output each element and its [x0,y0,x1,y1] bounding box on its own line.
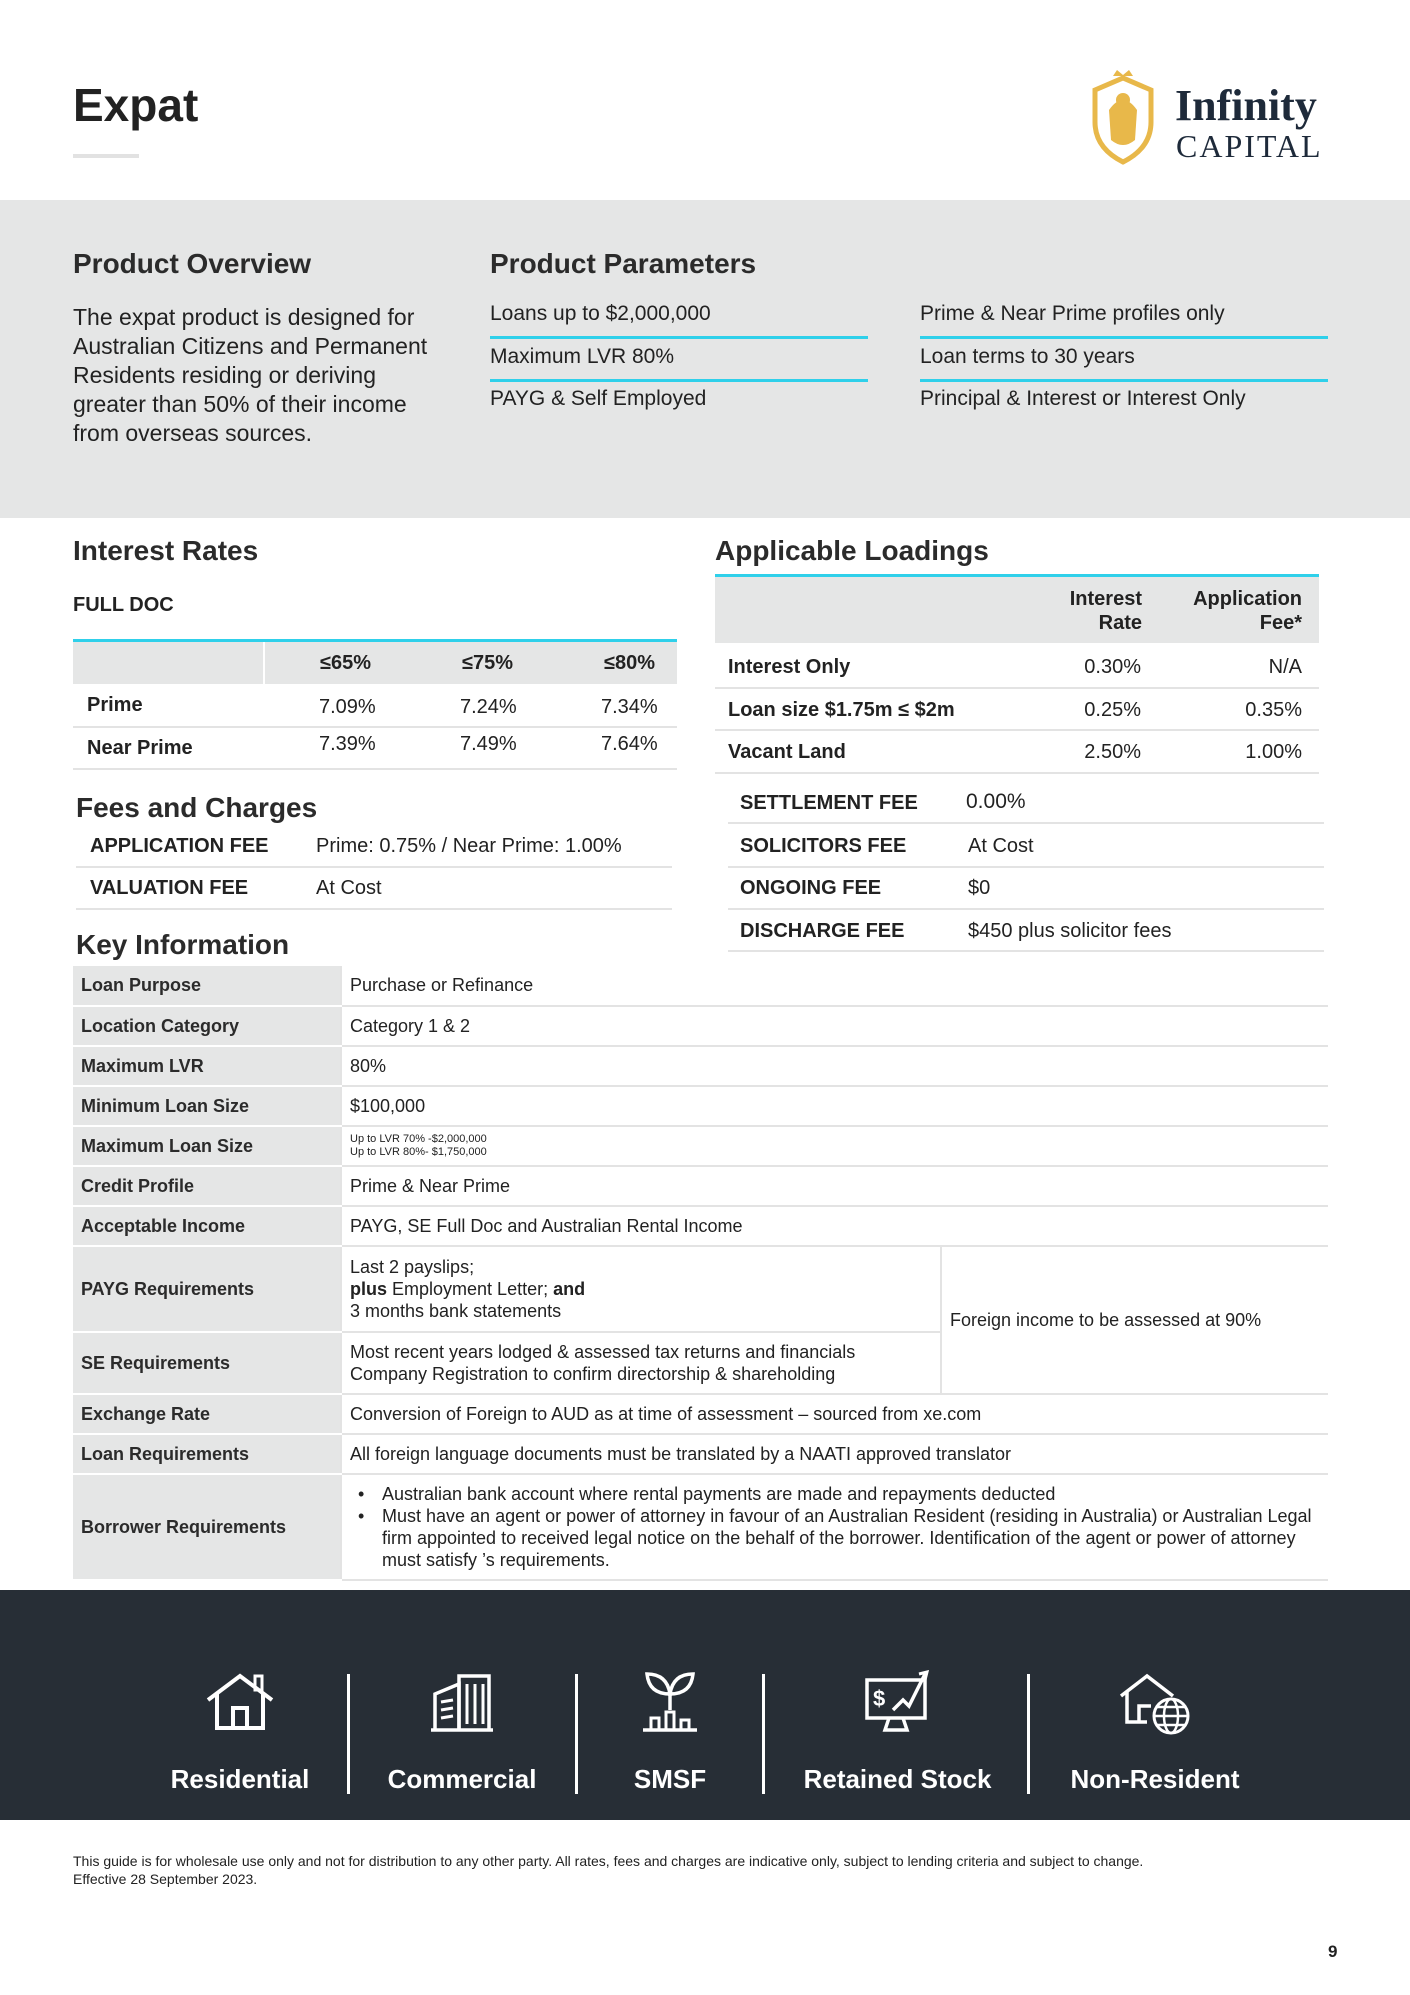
key-info-heading: Key Information [76,929,290,960]
borrower-list [350,1483,1320,1571]
rate-cell: 7.24% [460,696,517,718]
ki-bold: plus [350,1279,388,1299]
page-title: Expat [73,79,199,131]
rate-cell: 7.09% [319,696,376,718]
fee-value: At Cost [316,877,382,899]
loading-row-label: Vacant Land [728,741,846,763]
category-smsf[interactable] [610,1670,730,1795]
loading-row-divider [715,729,1319,731]
ki-value-line: Up to LVR 80%- $1,750,000 [350,1146,487,1158]
fee-divider [76,866,672,868]
fee-divider [728,866,1324,868]
ki-value: Conversion of Foreign to AUD as at time of assessment – sourced from xe.com [341,1394,1328,1434]
table-row [73,1086,1328,1126]
loading-row-divider [715,687,1319,689]
fee-label: APPLICATION FEE [90,835,269,857]
ki-text: Employment Letter; [387,1279,554,1299]
rate-cell: 7.49% [460,733,517,755]
overview-text: The expat product is designed for Australian Citizens and Permanent Residents residing or deriving greater than 50% of their income from overseas sources. [73,304,428,446]
fee-value: $450 plus solicitor fees [968,920,1172,942]
knight-shield-icon [1085,70,1161,166]
fee-value: 0.00% [966,790,1026,813]
fee-value: Prime: 0.75% / Near Prime: 1.00% [316,835,622,857]
rate-cell: 7.34% [601,696,658,718]
ki-bold: and [553,1279,586,1299]
ki-value-line: Most recent years lodged & assessed tax returns and financials [350,1342,856,1362]
table-row [73,1394,1328,1434]
list-item: • Must have an agent or power of attorney in favour of an Australian Resident (residing in Australia) or Australian Legal firm appointed to received legal notice on the behalf of the borrower. Identification of the agent or power of attorney must satisfy ’s requirements. [350,1505,1320,1571]
ki-value: PAYG, SE Full Doc and Australian Rental Income [341,1206,1328,1246]
loading-row-label: Interest Only [728,656,851,678]
monitor-chart-icon [863,1670,933,1734]
ki-label: Acceptable Income [73,1206,341,1246]
parameters-heading: Product Parameters [490,248,757,279]
ki-value: Prime & Near Prime [341,1166,1328,1206]
ki-label: PAYG Requirements [73,1246,341,1332]
rates-col-80: ≤80% [604,652,656,674]
loading-rate: 2.50% [1084,741,1141,763]
fee-divider [728,908,1324,910]
building-icon [429,1670,495,1734]
ki-value: Purchase or Refinance [341,966,1328,1006]
loadings-col-rate: Interest Rate [1069,588,1142,634]
loading-fee: 0.35% [1245,699,1302,721]
loading-fee: 1.00% [1245,741,1302,763]
table-row [73,1474,1328,1580]
ki-value [341,1332,941,1394]
logo-name: Infinity [1175,81,1317,130]
rates-col-65: ≤65% [320,652,372,674]
fee-label: VALUATION FEE [90,877,249,899]
ki-value-line: 3 months bank statements [350,1301,562,1321]
param-right-3: Principal & Interest or Interest Only [920,387,1246,410]
page-number: 9 [1328,1942,1338,1961]
plant-growth-icon [639,1670,701,1734]
loadings-heading: Applicable Loadings [715,535,989,566]
fees-heading: Fees and Charges [76,792,318,823]
ki-label: Borrower Requirements [73,1474,341,1580]
table-row [73,1246,1328,1332]
ki-foreign-note: Foreign income to be assessed at 90% [941,1246,1328,1394]
disclaimer-text: This guide is for wholesale use only and not for distribution to any other party. All rates, fees and charges are indicative only, subject to lending criteria and subject to change. [73,1853,1144,1869]
table-row [73,966,1328,1006]
table-row [73,1046,1328,1086]
ki-label: Exchange Rate [73,1394,341,1434]
category-retained-stock[interactable] [790,1670,1005,1795]
overview-heading: Product Overview [73,248,312,279]
rates-header-divider [263,642,265,684]
svg-text:$: $ [872,1686,885,1711]
key-info-table [73,966,1328,1581]
param-left-3: PAYG & Self Employed [490,387,707,410]
effective-date: Effective 28 September 2023. [73,1871,258,1887]
house-globe-icon [1117,1670,1193,1736]
fee-divider [76,908,672,910]
loading-row-divider [715,772,1319,774]
fee-label: SETTLEMENT FEE [740,792,918,814]
fee-value: $0 [968,877,991,899]
logo-subname: CAPITAL [1176,128,1323,164]
loading-rate: 0.25% [1084,699,1141,721]
ki-value [341,1246,941,1332]
rate-row-label: Near Prime [87,737,193,759]
ki-label: Maximum Loan Size [73,1126,341,1166]
fee-divider [728,822,1324,824]
ki-value [341,1474,1328,1580]
rates-col-75: ≤75% [462,652,514,674]
fee-value: At Cost [968,835,1034,857]
fee-label: DISCHARGE FEE [740,920,905,942]
loadings-col-fee: Application Fee* [1193,588,1302,634]
param-right-1: Prime & Near Prime profiles only [920,302,1328,339]
title-underline [73,154,139,158]
category-non-resident[interactable] [1060,1670,1250,1795]
param-left-1: Loans up to $2,000,000 [490,302,868,339]
category-label: Commercial [387,1764,537,1794]
loading-fee: N/A [1268,656,1302,678]
category-divider [575,1674,578,1794]
ki-value: Category 1 & 2 [341,1006,1328,1046]
loading-row-label: Loan size $1.75m ≤ $2m [728,699,955,721]
category-residential[interactable] [160,1670,320,1795]
rate-row-label: Prime [87,694,143,716]
fee-divider [728,950,1324,952]
category-commercial[interactable] [377,1670,547,1795]
table-row [73,1166,1328,1206]
rate-row-divider [73,726,677,728]
category-divider [1027,1674,1030,1794]
ki-value-line: Up to LVR 70% -$2,000,000 [350,1133,487,1145]
ki-value-line [350,1278,932,1300]
rate-row-divider [73,768,677,770]
ki-value [341,1126,1328,1166]
param-left-2: Maximum LVR 80% [490,345,868,382]
table-row [73,1434,1328,1474]
ki-value-line: Company Registration to confirm directorship & shareholding [350,1364,836,1384]
param-right-2: Loan terms to 30 years [920,345,1328,382]
category-divider [762,1674,765,1794]
interest-rates-heading: Interest Rates [73,535,259,566]
house-icon [203,1670,277,1732]
category-label: Retained Stock [803,1764,992,1794]
ki-label: SE Requirements [73,1332,341,1394]
ki-value-line: Last 2 payslips; [350,1257,475,1277]
loading-rate: 0.30% [1084,656,1141,678]
table-row [73,1006,1328,1046]
list-item: • Australian bank account where rental payments are made and repayments deducted [350,1483,1320,1505]
fee-label: SOLICITORS FEE [740,835,907,857]
rate-cell: 7.64% [601,733,658,755]
fee-label: ONGOING FEE [740,877,882,899]
category-label: Residential [170,1764,310,1794]
ki-value: $100,000 [341,1086,1328,1126]
ki-label: Loan Purpose [73,966,341,1006]
table-row [73,1126,1328,1166]
category-divider [347,1674,350,1794]
ki-label: Credit Profile [73,1166,341,1206]
rate-cell: 7.39% [319,733,376,755]
category-label: SMSF [633,1764,707,1794]
full-doc-label: FULL DOC [73,594,174,616]
category-label: Non-Resident [1070,1764,1240,1794]
company-logo [1085,70,1325,170]
ki-value: 80% [341,1046,1328,1086]
ki-label: Location Category [73,1006,341,1046]
ki-value: All foreign language documents must be translated by a NAATI approved translator [341,1434,1328,1474]
disclaimer [73,1852,1353,1888]
table-row [73,1206,1328,1246]
rates-header-row [73,642,677,684]
ki-label: Maximum LVR [73,1046,341,1086]
ki-label: Minimum Loan Size [73,1086,341,1126]
ki-label: Loan Requirements [73,1434,341,1474]
